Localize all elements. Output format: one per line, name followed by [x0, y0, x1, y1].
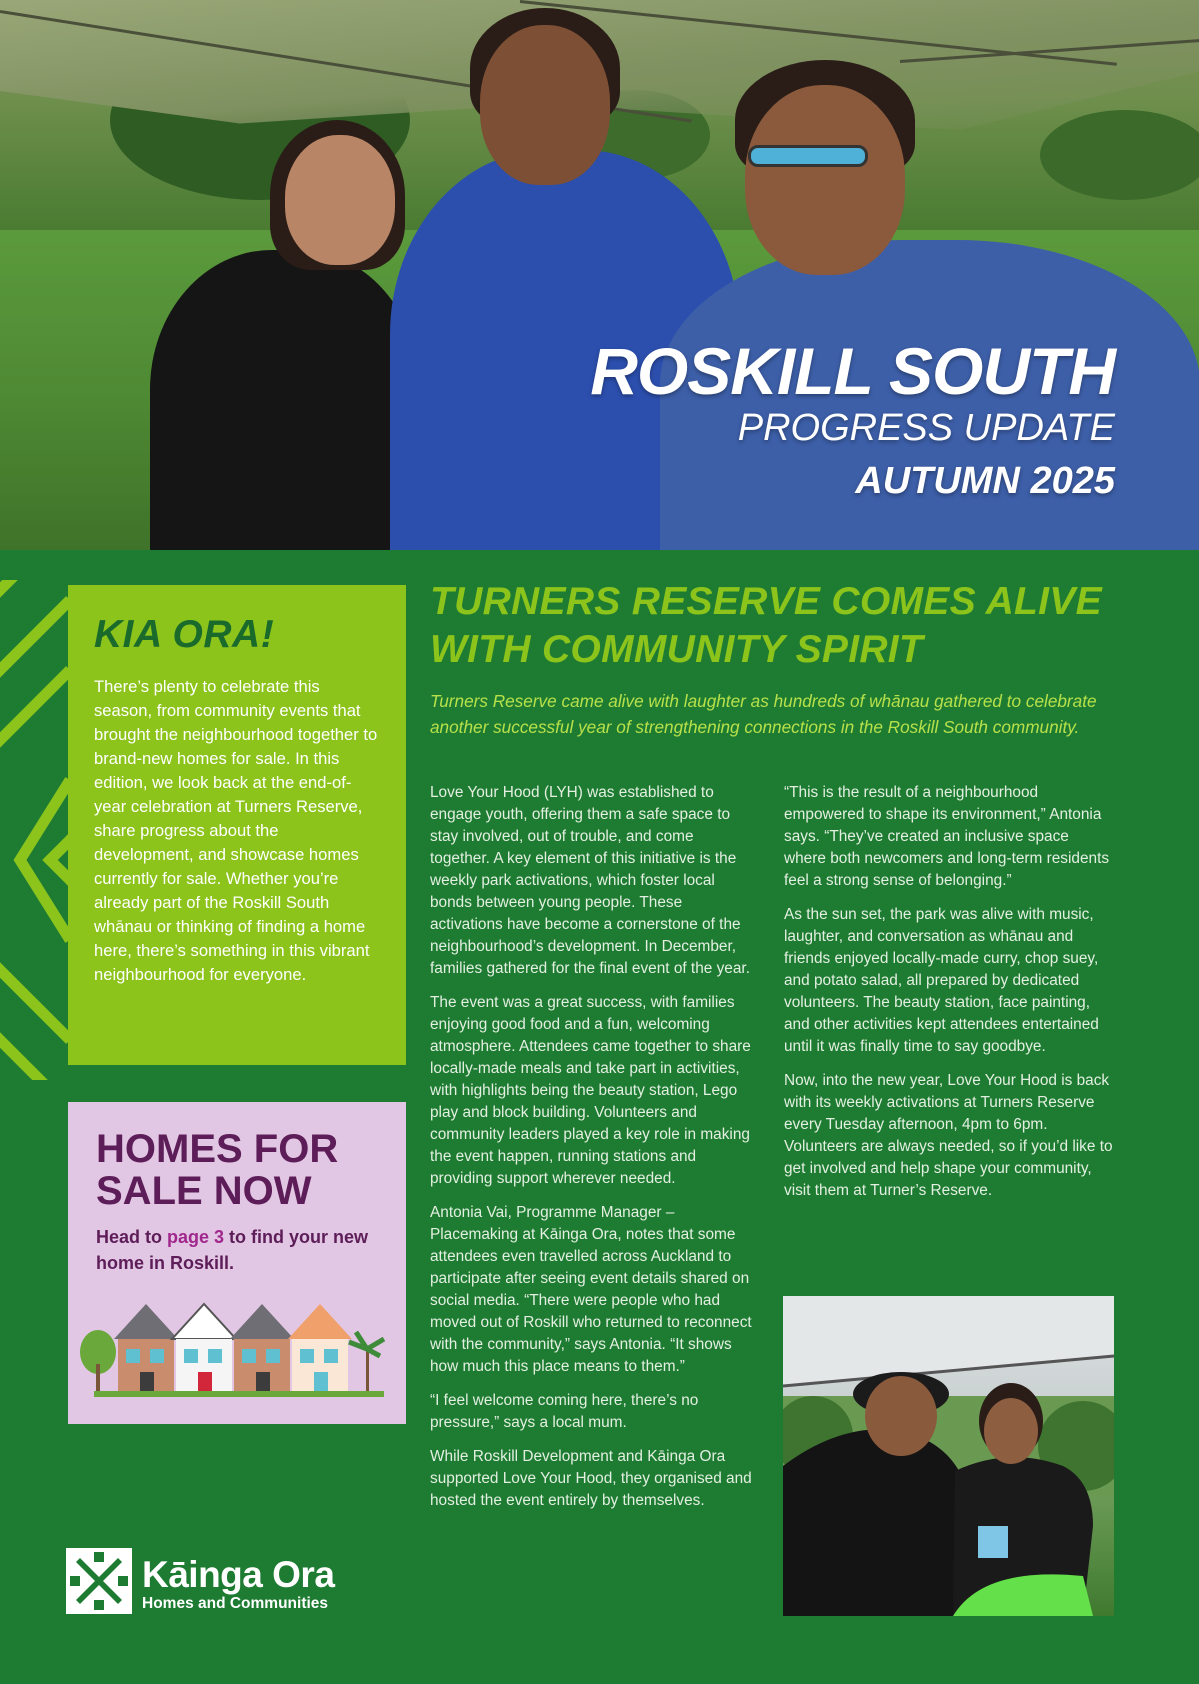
intro-box: [68, 585, 406, 1065]
article-paragraph: “This is the result of a neighbourhood empowered to shape its environment,” Antonia says. “They’ve created an inclusive space where both newcomers and long-term residents feel a strong sense of belonging.”: [784, 784, 1110, 889]
article-paragraph: Now, into the new year, Love Your Hood is back with its weekly activations at Turners Reserve every Tuesday afternoon, 4pm to 6pm. Volunteers are always needed, so if you’d like to get involved and help shape your community, visit them at Turner’s Reserve.: [784, 1072, 1113, 1199]
homes-text: [96, 1224, 378, 1276]
article-paragraph: “I feel welcome coming here, there’s no pressure,” says a local mum.: [430, 1392, 699, 1431]
hero-title-block: [590, 336, 1115, 510]
article-paragraph: The event was a great success, with families enjoying good food and a fun, welcoming atmosphere. Attendees came together to share locally-made meals and take part in activities, with highlights being the beauty station, Lego play and block building. Volunteers and community leaders played a key role in making the event happen, running stations and providing support wherever needed.: [430, 994, 751, 1187]
volunteers-photo-illustration: [783, 1296, 1114, 1616]
logo-subtitle: Homes and Communities: [142, 1595, 329, 1612]
hero-subtitle: PROGRESS UPDATE: [737, 407, 1115, 449]
homes-for-sale-box[interactable]: [68, 1102, 406, 1424]
article-standfirst: Turners Reserve came alive with laughter as hundreds of whānau gathered to celebrate another successful year of strengthening connections in the Roskill South community.: [430, 691, 1097, 737]
hero-edition: AUTUMN 2025: [855, 460, 1115, 502]
homes-text-after: to find your new home in Roskill.: [96, 1227, 369, 1273]
kainga-ora-logo-icon: [66, 1548, 132, 1614]
page-3-link[interactable]: page 3: [167, 1227, 225, 1247]
article-paragraph: As the sun set, the park was alive with music, laughter, and conversation as whānau and friends enjoyed locally-made curry, chop suey, and potato salad, all prepared by dedicated volunteers. The beauty station, face painting, and other activities kept attendees entertained until it was finally time to say goodbye.: [784, 906, 1099, 1055]
intro-body: There’s plenty to celebrate this season, from community events that brought the neighbourhood together to brand-new homes for sale. In this edition, we look back at the end-of-year celebration at Turners Reserve, share progress about the development, and showcase homes currently for sale. Whether you’re already part of the Roskill South whānau or thinking of finding a home here, there’s something in this vibrant neighbourhood for everyone.: [94, 677, 378, 984]
background-tree: [1040, 110, 1199, 200]
article-column-2: [784, 782, 1114, 1214]
logo-name: Kāinga Ora: [142, 1554, 335, 1595]
article-paragraph: Love Your Hood (LYH) was established to engage youth, offering them a safe space to stay involved, out of trouble, and come together. A key element of this initiative is the weekly park activations, which foster local bonds between young people. These activations have become a cornerstone of the neighbourhood’s development. In December, families gathered for the final event of the year.: [430, 784, 750, 977]
article-paragraph: While Roskill Development and Kāinga Ora supported Love Your Hood, they organised and hosted the event entirely by themselves.: [430, 1448, 752, 1509]
kainga-ora-logo: [66, 1548, 366, 1618]
houses-illustration: [74, 1294, 400, 1404]
hero-title: ROSKILL SOUTH: [590, 334, 1115, 408]
intro-title: KIA ORA!: [94, 613, 275, 656]
article-headline: TURNERS RESERVE COMES ALIVE WITH COMMUNITY SPIRIT: [430, 580, 1102, 671]
article-column-1: [430, 782, 752, 1524]
article-paragraph: Antonia Vai, Programme Manager – Placemaking at Kāinga Ora, notes that some attendees even travelled across Auckland to participate after seeing event details shared on social media. “There were people who had moved out of Roskill who returned to reconnect with the community,” says Antonia. “It shows how much this place means to them.”: [430, 1204, 752, 1375]
homes-text-before: Head to: [96, 1227, 168, 1247]
hero-photo: [0, 0, 1199, 550]
homes-title: HOMES FOR SALE NOW: [96, 1127, 339, 1213]
volunteers-photo: [783, 1296, 1114, 1616]
